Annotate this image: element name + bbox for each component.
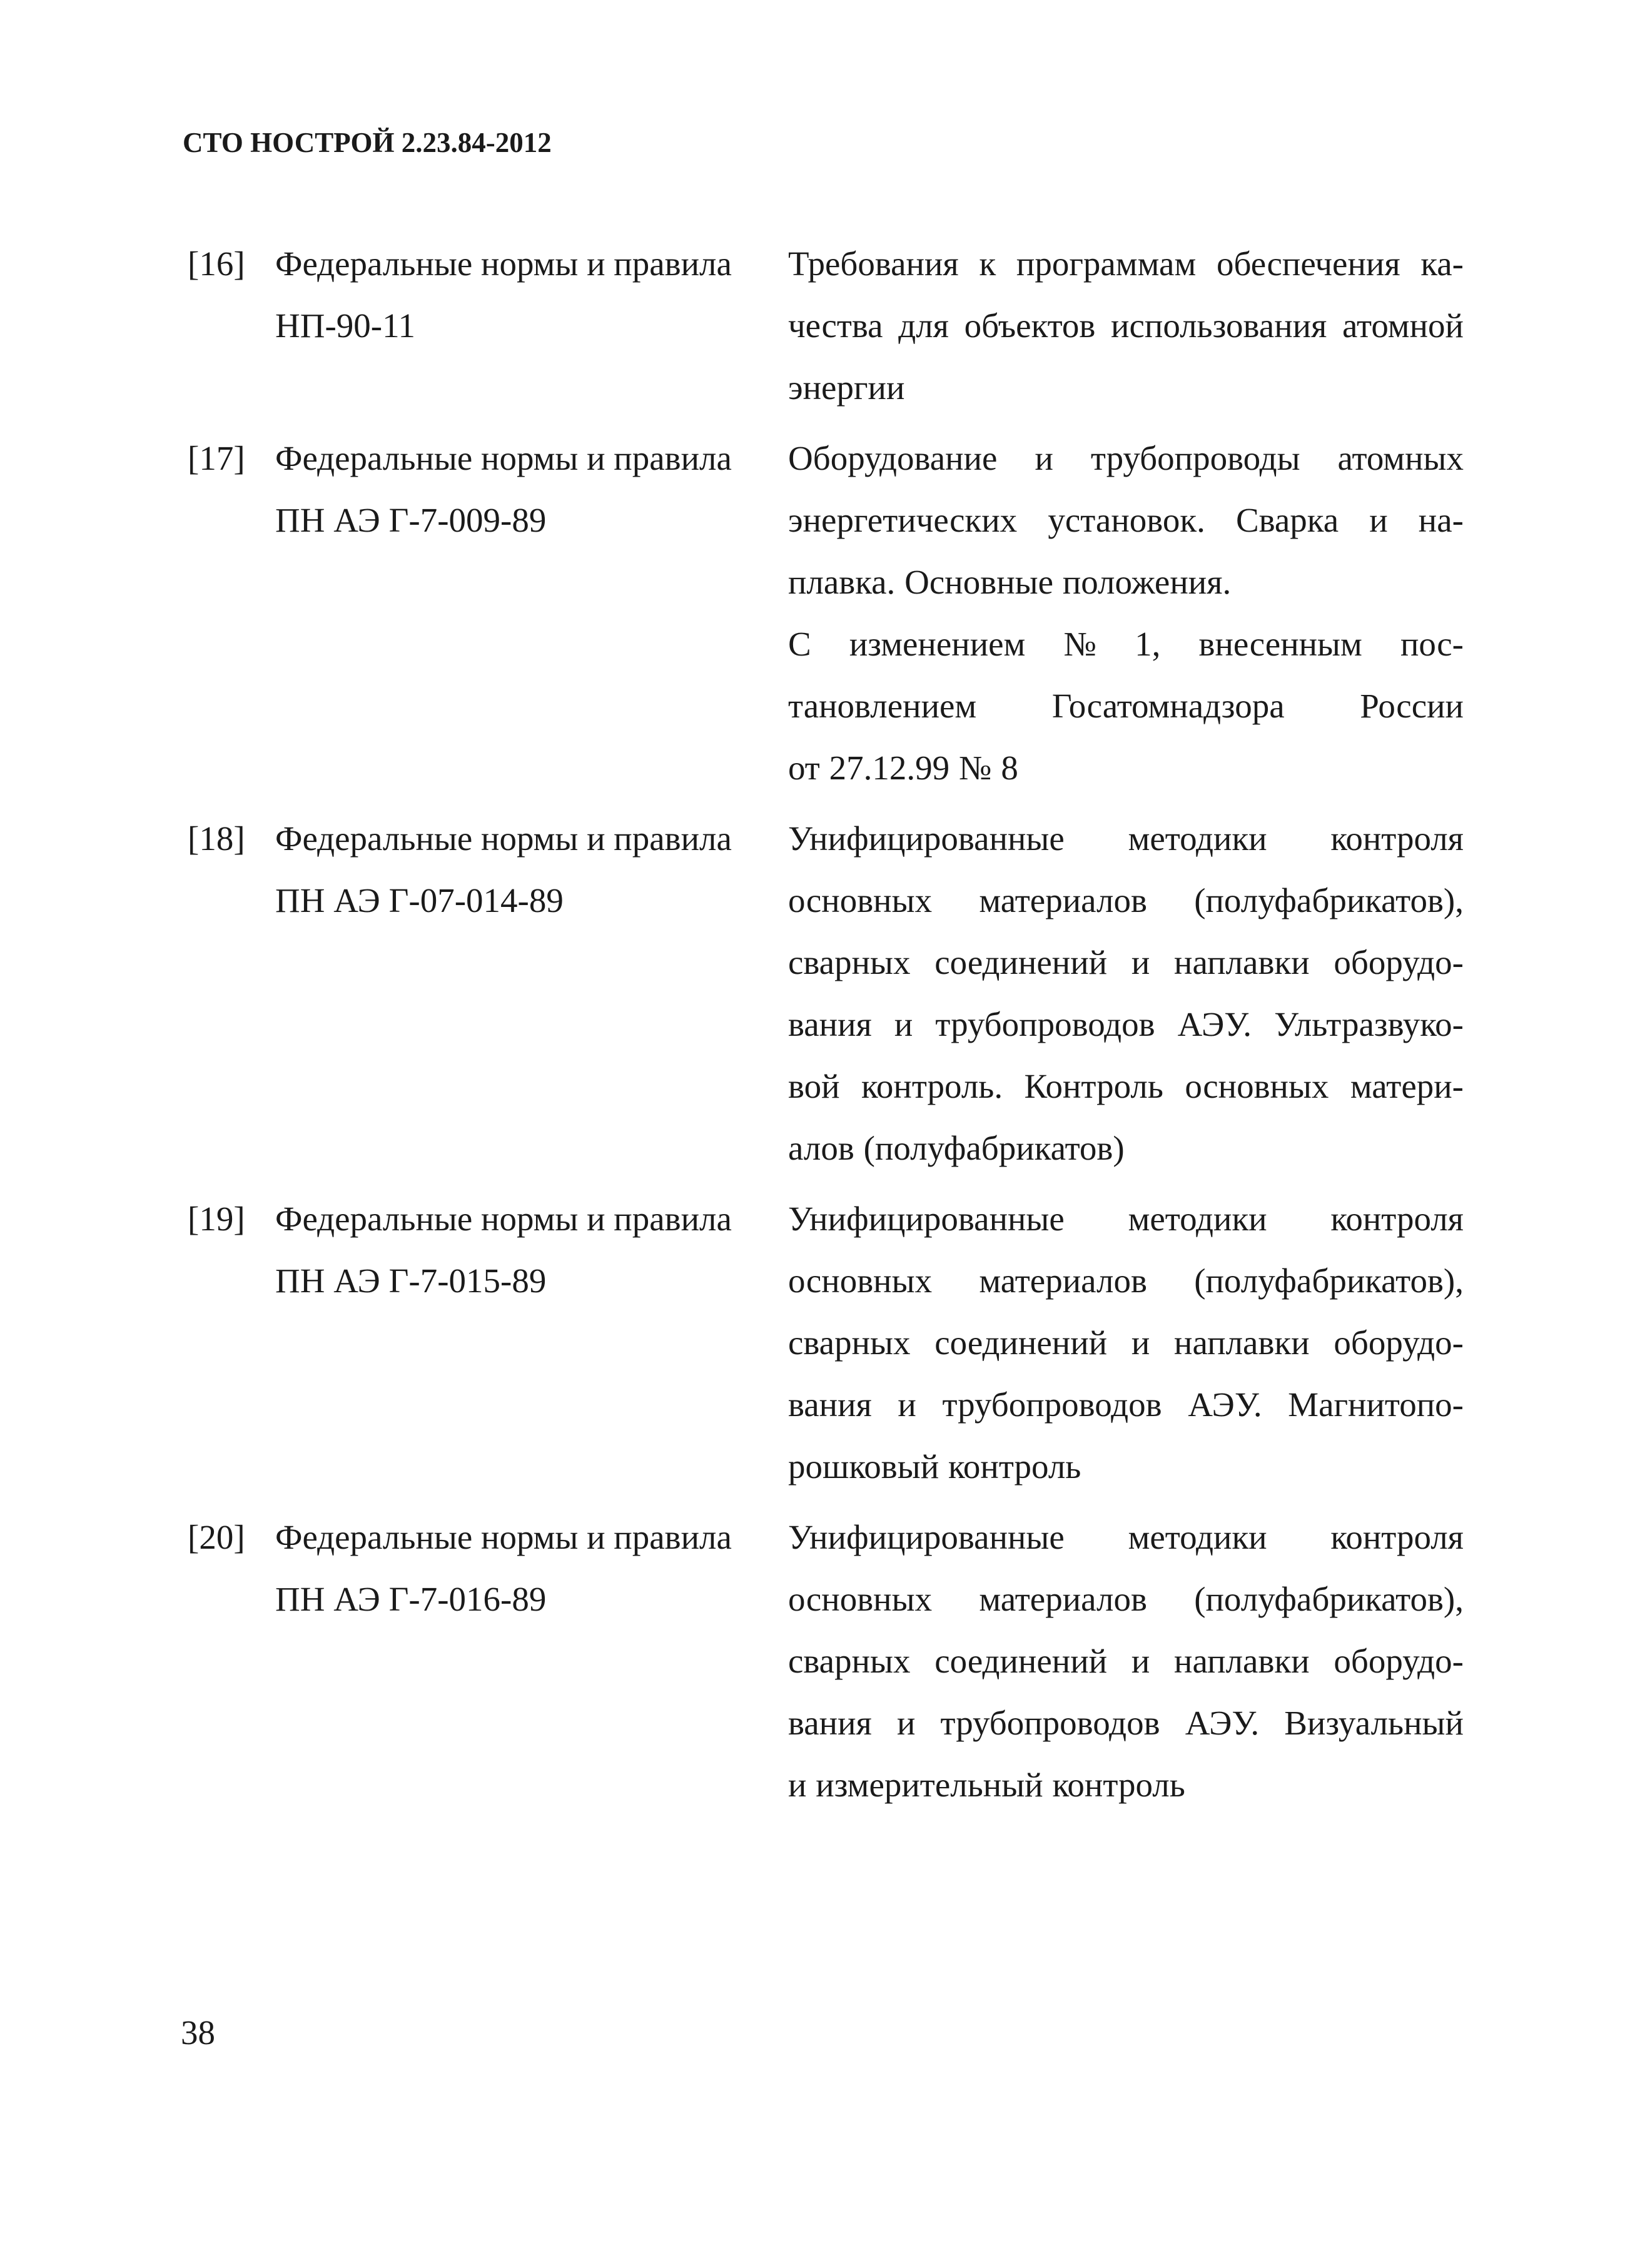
entry-title-line: Оборудование и трубопроводы атомных [788,439,1464,477]
entry-title [788,1188,1464,1497]
entry-title-line: алов (полуфабрикатов) [788,1129,1125,1167]
page-number: 38 [181,2013,215,2052]
entry-title-line: чества для объектов использования атомной [788,306,1464,345]
entry-title-line: сварных соединений и наплавки оборудо- [788,943,1464,981]
entry-title-line: энергии [788,368,905,407]
entry-number: [16] [188,245,245,283]
entry-title-line: вания и трубопроводов АЭУ. Визуальный [788,1704,1464,1742]
entry-source-line: ПН АЭ Г-7-016-89 [275,1580,547,1618]
entry-source [275,1188,788,1312]
document-header-code: СТО НОСТРОЙ 2.23.84-2012 [183,127,552,158]
entry-title-line: рошковый контроль [788,1447,1081,1486]
bibliography-entry [188,427,1476,799]
entry-title [788,427,1464,799]
entry-source-line: ПН АЭ Г-07-014-89 [275,881,564,919]
entry-title-line: вания и трубопроводов АЭУ. Магнитопо- [788,1385,1464,1424]
entry-title-line: вой контроль. Контроль основных матери- [788,1067,1464,1105]
entry-number: [17] [188,439,245,477]
entry-source-line: Федеральные нормы и правила [275,439,732,477]
entry-source-line: Федеральные нормы и правила [275,1518,732,1556]
bibliography-entry [188,1188,1476,1497]
entry-title [788,233,1464,418]
entry-title-line: сварных соединений и наплавки оборудо- [788,1324,1464,1362]
entry-source [275,807,788,931]
entry-source [275,233,788,357]
entry-title-line: Требования к программам обеспечения ка- [788,245,1464,283]
entry-number: [18] [188,819,245,858]
bibliography-entry [188,233,1476,418]
entry-number: [19] [188,1200,245,1238]
entry-title [788,807,1464,1179]
entry-title-line: энергетических установок. Сварка и на- [788,501,1464,539]
entry-title-line: вания и трубопроводов АЭУ. Ультразвуко- [788,1005,1464,1043]
entry-source-line: Федеральные нормы и правила [275,245,732,283]
entry-number: [20] [188,1518,245,1556]
bibliography-entry [188,1506,1476,1816]
entry-title-line: тановлением Госатомнадзора России [788,687,1464,725]
bibliography-entry [188,807,1476,1179]
entry-title-line: Унифицированные методики контроля [788,1200,1464,1238]
entry-title-line: от 27.12.99 № 8 [788,749,1018,787]
entry-title-line: основных материалов (полуфабрикатов), [788,881,1464,919]
entry-title-line: плавка. Основные положения. [788,563,1232,601]
entry-source-line: ПН АЭ Г-7-015-89 [275,1262,547,1300]
entry-source-line: НП-90-11 [275,306,416,345]
entry-title-line: С изменением № 1, внесенным пос- [788,625,1464,663]
entry-source-line: ПН АЭ Г-7-009-89 [275,501,547,539]
entry-title-line: Унифицированные методики контроля [788,1518,1464,1556]
entry-title-line: и измерительный контроль [788,1766,1185,1804]
entry-title-line: Унифицированные методики контроля [788,819,1464,858]
bibliography-list [188,233,1476,1825]
entry-source [275,1506,788,1630]
entry-title-line: основных материалов (полуфабрикатов), [788,1262,1464,1300]
entry-source-line: Федеральные нормы и правила [275,1200,732,1238]
entry-title [788,1506,1464,1816]
entry-title-line: сварных соединений и наплавки оборудо- [788,1642,1464,1680]
entry-source-line: Федеральные нормы и правила [275,819,732,858]
entry-title-line: основных материалов (полуфабрикатов), [788,1580,1464,1618]
entry-source [275,427,788,551]
